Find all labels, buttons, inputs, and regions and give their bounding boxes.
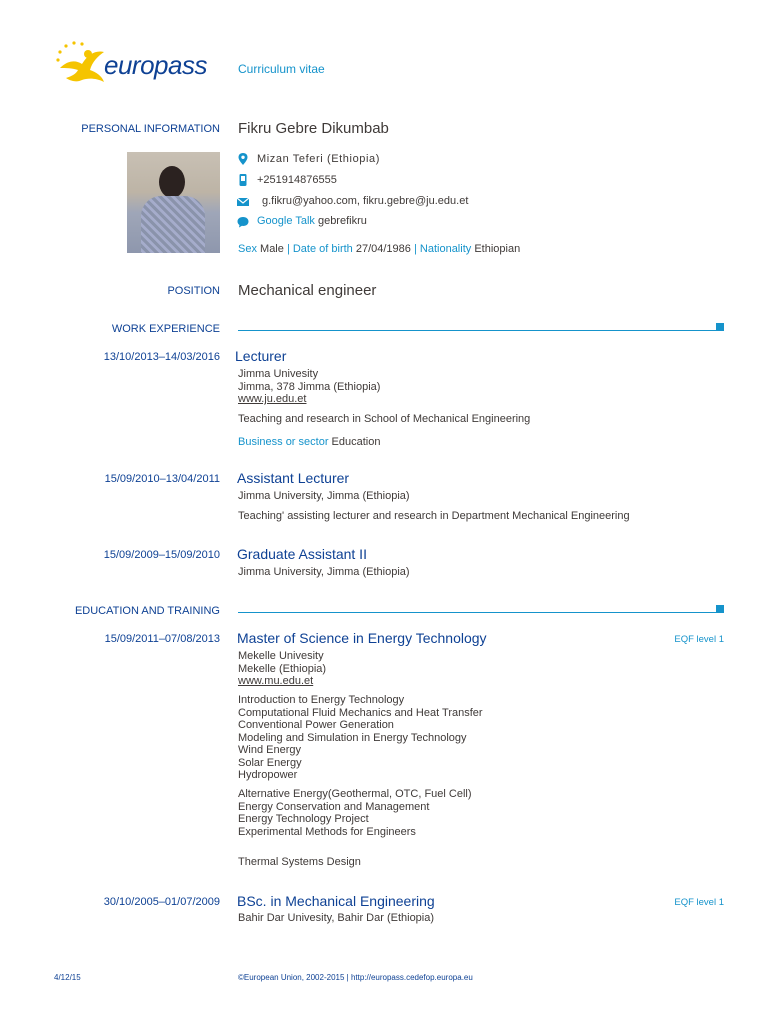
institution-name: Bahir Dar Univesity, Bahir Dar (Ethiopia) <box>238 912 435 924</box>
section-rule <box>238 330 716 331</box>
course-item: Hydropower <box>238 769 298 781</box>
employer-name: Jimma University, Jimma (Ethiopia) <box>238 566 410 578</box>
section-rule-end <box>716 605 724 613</box>
course-item: Thermal Systems Design <box>238 856 361 868</box>
employer-name: Jimma University, Jimma (Ethiopia) <box>238 490 410 502</box>
work-title: Graduate Assistant II <box>237 546 367 562</box>
course-item: Modeling and Simulation in Energy Technology <box>238 731 467 744</box>
chat-icon <box>236 215 250 229</box>
sex-label: Sex <box>238 243 257 255</box>
footer-date: 4/12/15 <box>54 973 81 982</box>
institution-name: Mekelle Univesity <box>238 650 324 662</box>
work-dates: 13/10/2013–14/03/2016 <box>103 351 220 363</box>
institution-address: Mekelle (Ethiopia) <box>238 662 327 675</box>
employer-name: Jimma Univesity <box>238 368 319 380</box>
course-list <box>238 694 483 782</box>
course-list <box>238 788 472 838</box>
separator: | <box>286 243 290 255</box>
work-description: Teaching and research in School of Mechanical Engineering <box>238 413 531 425</box>
section-label-work: WORK EXPERIENCE <box>111 323 220 335</box>
course-item: Conventional Power Generation <box>238 719 394 731</box>
course-item: Energy Conservation and Management <box>238 800 430 813</box>
mobile-phone-icon <box>236 173 250 187</box>
work-title: Lecturer <box>235 348 287 364</box>
course-item: Solar Energy <box>238 756 302 769</box>
sector-line <box>238 436 380 448</box>
section-rule-end <box>716 323 724 331</box>
profile-photo <box>127 152 220 253</box>
eqf-level: EQF level 1 <box>674 897 724 908</box>
separator: | <box>413 243 417 255</box>
personal-details-line <box>238 243 520 255</box>
section-rule <box>238 612 716 613</box>
logo-wordmark: europass <box>104 50 207 80</box>
phone-text: +251914876555 <box>257 174 337 186</box>
education-title: Master of Science in Energy Technology <box>237 630 487 646</box>
education-dates: 30/10/2005–01/07/2009 <box>103 896 220 908</box>
position-value: Mechanical engineer <box>238 282 377 299</box>
institution-url[interactable]: www.mu.edu.et <box>238 675 314 687</box>
location-icon <box>236 152 250 166</box>
footer-copyright: ©European Union, 2002-2015 | http://europass.cedefop.europa.eu <box>238 973 473 982</box>
employer-address: Jimma, 378 Jimma (Ethiopia) <box>238 380 381 393</box>
course-item: Alternative Energy(Geothermal, OTC, Fuel Cell) <box>238 788 472 800</box>
eqf-level: EQF level 1 <box>674 634 724 645</box>
im-label: Google Talk <box>257 215 315 227</box>
sector-value: Education <box>331 436 381 448</box>
sector-label: Business or sector <box>238 436 329 448</box>
dob-value: 27/04/1986 <box>355 243 411 255</box>
im-line <box>257 215 367 227</box>
section-label-education: EDUCATION AND TRAINING <box>74 605 220 617</box>
education-title: BSc. in Mechanical Engineering <box>237 893 435 909</box>
course-item: Energy Technology Project <box>238 813 369 825</box>
im-value: gebrefikru <box>317 215 367 227</box>
email-icon <box>236 195 250 209</box>
dob-label: Date of birth <box>292 243 353 255</box>
work-title: Assistant Lecturer <box>237 470 350 486</box>
employer-url[interactable]: www.ju.edu.et <box>238 393 307 405</box>
work-description: Teaching' assisting lecturer and research in Department Mechanical Engineering <box>238 510 630 522</box>
document-title: Curriculum vitae <box>238 62 325 76</box>
address-text: Mizan Teferi (Ethiopia) <box>257 153 381 165</box>
nationality-value: Ethiopian <box>474 243 521 255</box>
work-dates: 15/09/2010–13/04/2011 <box>104 473 220 485</box>
course-item: Computational Fluid Mechanics and Heat Transfer <box>238 706 483 719</box>
person-name: Fikru Gebre Dikumbab <box>238 120 389 137</box>
work-employer-block <box>238 368 380 406</box>
course-item: Wind Energy <box>238 744 301 756</box>
section-label-personal: PERSONAL INFORMATION <box>81 123 220 135</box>
photo-shirt <box>141 196 205 253</box>
section-label-position: POSITION <box>167 285 220 297</box>
institution-block <box>238 650 326 688</box>
course-item: Experimental Methods for Engineers <box>238 825 416 838</box>
photo-head <box>159 166 185 198</box>
course-item: Introduction to Energy Technology <box>238 694 405 706</box>
education-dates: 15/09/2011–07/08/2013 <box>104 633 220 645</box>
email-text[interactable]: g.fikru@yahoo.com, fikru.gebre@ju.edu.et <box>262 195 469 207</box>
sex-value: Male <box>260 243 284 255</box>
nationality-label: Nationality <box>419 243 472 255</box>
work-dates: 15/09/2009–15/09/2010 <box>103 549 220 561</box>
